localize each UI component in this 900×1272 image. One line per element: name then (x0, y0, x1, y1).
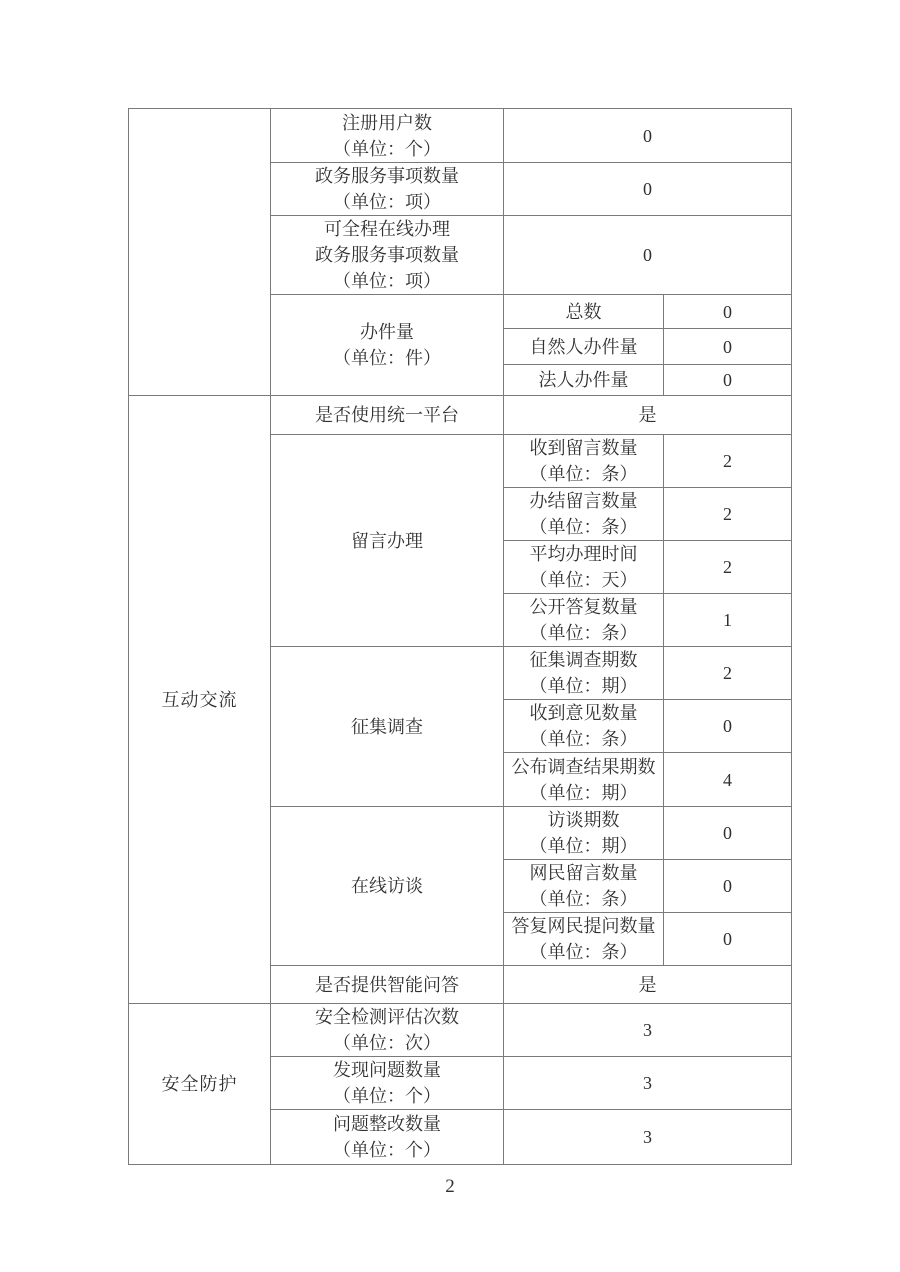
label-line: 安全检测评估次数 (315, 1007, 459, 1027)
replies-to-netizens-label (504, 913, 664, 966)
label-line: 访谈期数 (547, 810, 620, 830)
label-line: 收到意见数量 (529, 703, 638, 723)
survey-periods-label (504, 647, 664, 700)
message-handling-group-label: 留言办理 (271, 435, 504, 647)
label-line: （单位：条） (529, 517, 638, 537)
case-volume-natural-person-label: 自然人办件量 (504, 329, 664, 365)
received-messages-value: 2 (664, 435, 792, 488)
opinions-received-value: 0 (664, 700, 792, 753)
gov-service-items-label (271, 163, 504, 216)
label-line: 问题整改数量 (333, 1114, 441, 1134)
case-volume-total-label: 总数 (504, 295, 664, 329)
smart-qa-value: 是 (504, 966, 792, 1004)
registered-users-label (271, 109, 504, 163)
label-line: （单位：项） (333, 271, 441, 291)
label-line: （单位：期） (529, 676, 638, 696)
label-line: 网民留言数量 (529, 863, 638, 883)
label-line: （单位：条） (529, 623, 638, 643)
online-full-process-label (271, 216, 504, 295)
received-messages-label (504, 435, 664, 488)
category-cell-empty (129, 109, 271, 396)
netizen-messages-value: 0 (664, 860, 792, 913)
security-category-label: 安全防护 (129, 1004, 271, 1165)
label-line: 答复网民提问数量 (511, 916, 656, 936)
unified-platform-label: 是否使用统一平台 (271, 396, 504, 435)
label-line: 注册用户数 (342, 112, 432, 133)
registered-users-value: 0 (504, 109, 792, 163)
problems-found-value: 3 (504, 1057, 792, 1110)
label-line: （单位：天） (529, 570, 638, 590)
annual-report-statistics-table (128, 108, 792, 1165)
label-line: （单位：次） (333, 1033, 441, 1053)
completed-messages-value: 2 (664, 488, 792, 541)
survey-results-published-label (504, 753, 664, 807)
problems-found-label (271, 1057, 504, 1110)
label-line: 平均办理时间 (529, 544, 638, 564)
interview-periods-label (504, 807, 664, 860)
security-assessments-value: 3 (504, 1004, 792, 1057)
label-line: 公布调查结果期数 (511, 756, 656, 777)
table-row (129, 396, 792, 435)
label-line: （单位：期） (529, 836, 638, 856)
online-full-process-value: 0 (504, 216, 792, 295)
label-line: （单位：条） (529, 729, 638, 749)
interview-group-label: 在线访谈 (271, 807, 504, 966)
table-row (129, 1004, 792, 1057)
label-line: 发现问题数量 (333, 1060, 441, 1080)
case-volume-natural-person-value: 0 (664, 329, 792, 365)
avg-handling-time-value: 2 (664, 541, 792, 594)
label-line: 公开答复数量 (529, 597, 638, 617)
problems-rectified-value: 3 (504, 1110, 792, 1165)
label-line: 可全程在线办理 (324, 219, 450, 239)
survey-periods-value: 2 (664, 647, 792, 700)
survey-results-published-value: 4 (664, 753, 792, 807)
netizen-messages-label (504, 860, 664, 913)
label-line: 政务服务事项数量 (315, 245, 459, 265)
public-replies-label (504, 594, 664, 647)
label-line: （单位：条） (529, 942, 638, 962)
interview-periods-value: 0 (664, 807, 792, 860)
problems-rectified-label (271, 1110, 504, 1165)
public-replies-value: 1 (664, 594, 792, 647)
security-assessments-label (271, 1004, 504, 1057)
survey-group-label: 征集调查 (271, 647, 504, 807)
opinions-received-label (504, 700, 664, 753)
label-line: 办结留言数量 (529, 491, 638, 511)
label-line: （单位：条） (529, 464, 638, 484)
interaction-category-label: 互动交流 (129, 396, 271, 1004)
case-volume-legal-person-value: 0 (664, 365, 792, 396)
unified-platform-value: 是 (504, 396, 792, 435)
case-volume-group-label (271, 295, 504, 396)
label-line: （单位：期） (529, 782, 638, 803)
label-line: 收到留言数量 (529, 438, 638, 458)
table-row (129, 109, 792, 163)
gov-service-items-value: 0 (504, 163, 792, 216)
label-line: （单位：个） (333, 138, 441, 159)
label-line: 政务服务事项数量 (315, 166, 459, 186)
label-line: 征集调查期数 (529, 650, 638, 670)
label-line: （单位：个） (333, 1140, 441, 1160)
case-volume-total-value: 0 (664, 295, 792, 329)
page-number: 2 (445, 1176, 455, 1197)
smart-qa-label: 是否提供智能问答 (271, 966, 504, 1004)
label-line: （单位：条） (529, 889, 638, 909)
case-volume-legal-person-label: 法人办件量 (504, 365, 664, 396)
label-line: （单位：件） (333, 348, 441, 368)
completed-messages-label (504, 488, 664, 541)
label-line: （单位：项） (333, 192, 441, 212)
replies-to-netizens-value: 0 (664, 913, 792, 966)
label-line: （单位：个） (333, 1086, 441, 1106)
avg-handling-time-label (504, 541, 664, 594)
label-line: 办件量 (360, 322, 414, 342)
